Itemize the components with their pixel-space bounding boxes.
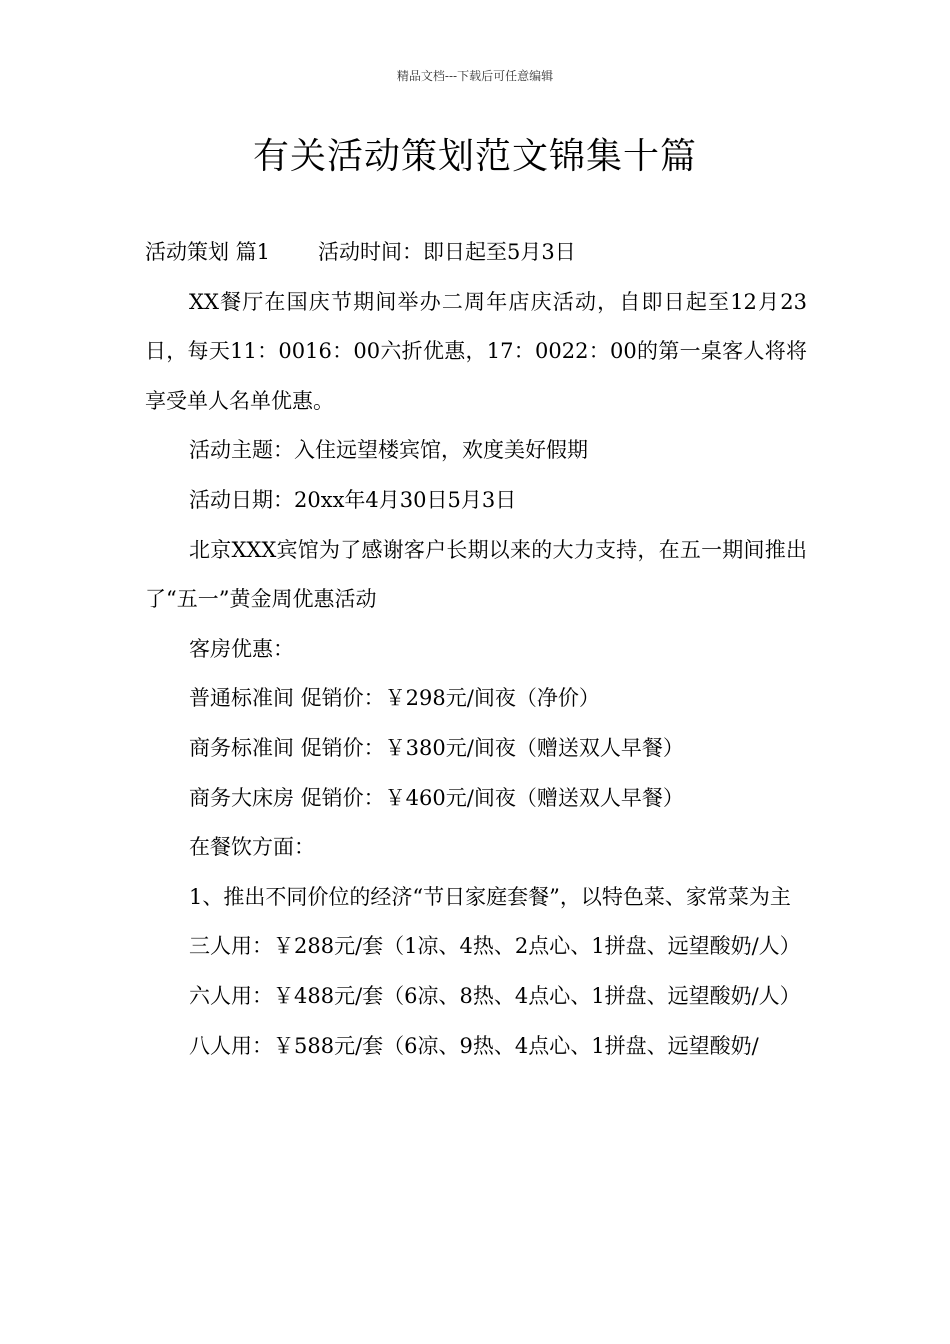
paragraph: 客房优惠： — [189, 636, 294, 661]
paragraph: 商务标准间 促销价：￥380元/间夜（赠送双人早餐） — [189, 735, 684, 760]
paragraph: 北京XXX宾馆为了感谢客户长期以来的大力支持，在五一期间推出了“五一”黄金周优惠活动 — [145, 537, 807, 612]
paragraph: 活动主题：入住远望楼宾馆，欢度美好假期 — [189, 438, 588, 463]
paragraph: 商务大床房 促销价：￥460元/间夜（赠送双人早餐） — [189, 785, 684, 810]
paragraph: 在餐饮方面： — [189, 835, 315, 860]
activity-time: 活动时间：即日起至5月3日 — [318, 240, 576, 264]
section-label: 活动策划 篇1 — [145, 240, 271, 264]
paragraph: 普通标准间 促销价：￥298元/间夜（净价） — [189, 686, 600, 711]
paragraph: XX餐厅在国庆节期间举办二周年店庆活动，自即日起至12月23日，每天11：0016：00六折优惠，17：0022：00的第一桌客人将将享受单人名单优惠。 — [145, 289, 807, 413]
paragraph: 1、推出不同价位的经济“节日家庭套餐”，以特色菜、家常菜为主 — [189, 884, 791, 909]
paragraph: 八人用：￥588元/套（6凉、9热、4点心、1拼盘、远望酸奶/ — [189, 1033, 759, 1058]
paragraph: 三人用：￥288元/套（1凉、4热、2点心、1拼盘、远望酸奶/人） — [189, 934, 801, 959]
first-line — [145, 228, 807, 278]
document-title: 有关活动策划范文锦集十篇 — [252, 136, 697, 177]
paragraph: 活动日期：20xx年4月30日5月3日 — [189, 487, 517, 512]
document-body — [145, 228, 807, 1071]
header-note: 精品文档---下载后可任意编辑 — [396, 69, 554, 83]
paragraph: 六人用：￥488元/套（6凉、8热、4点心、1拼盘、远望酸奶/人） — [189, 983, 801, 1008]
